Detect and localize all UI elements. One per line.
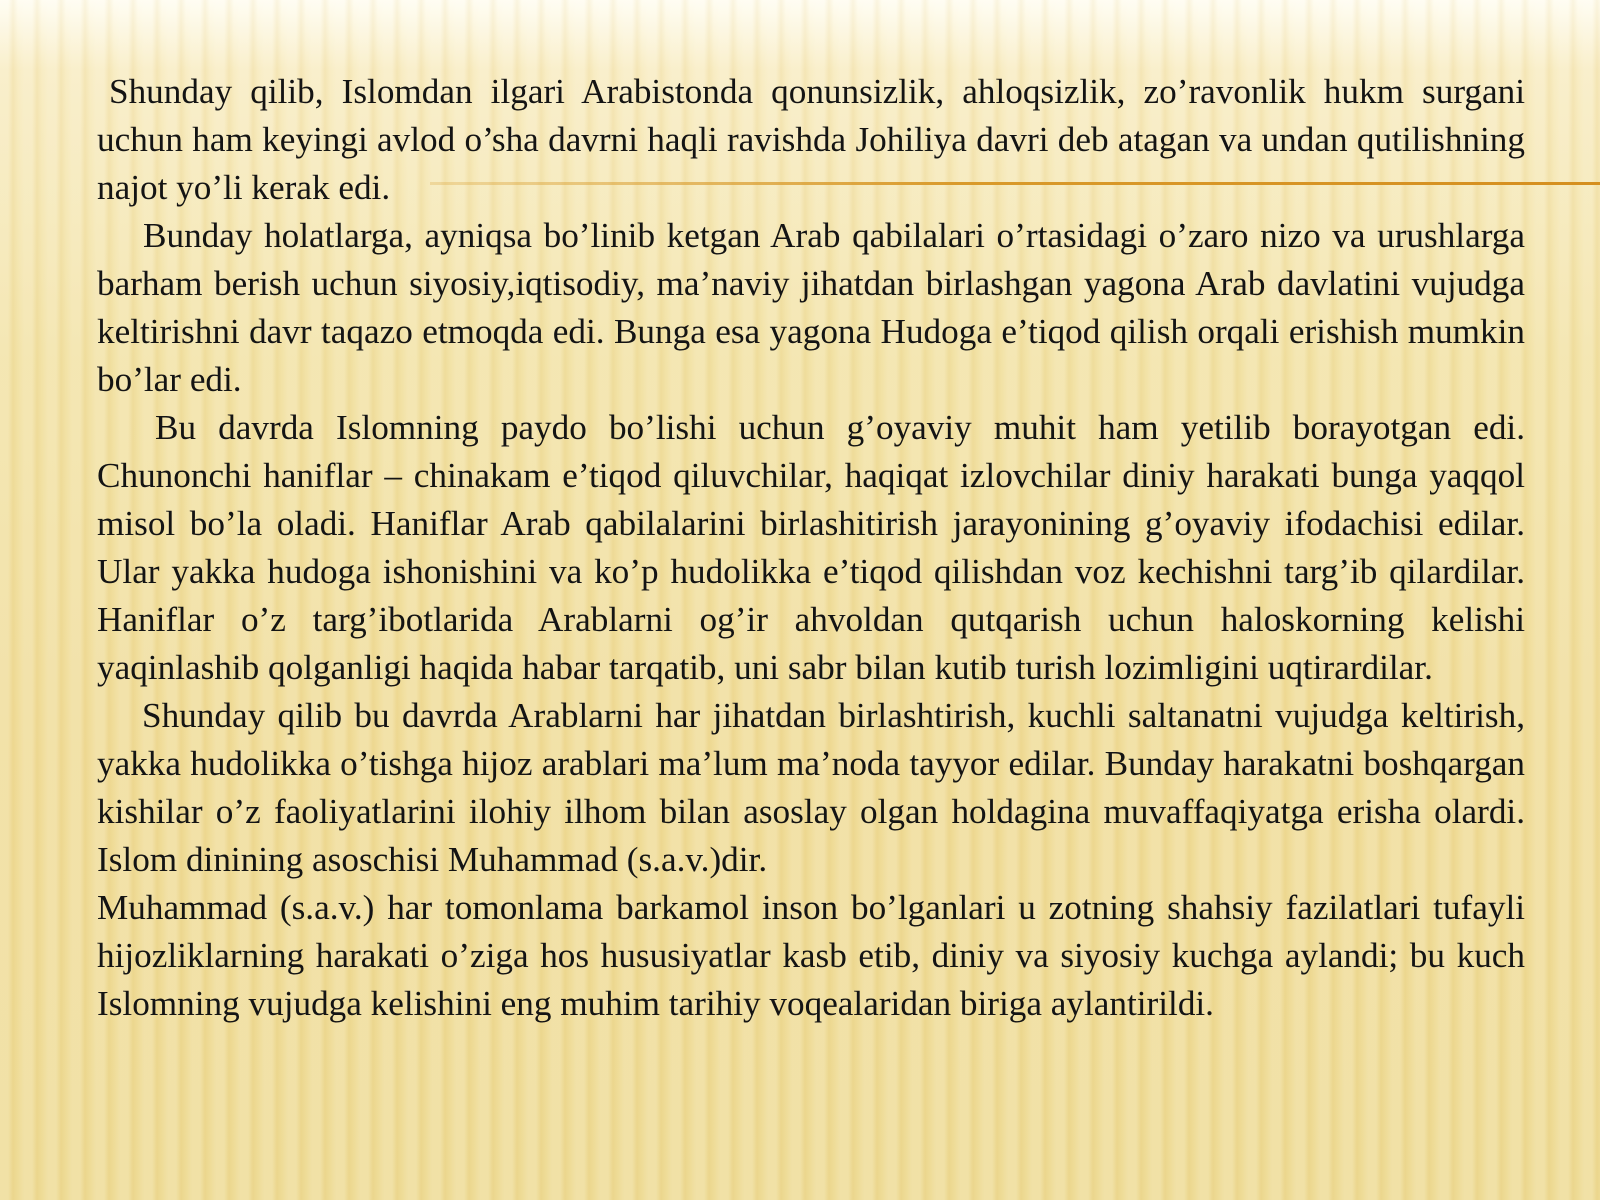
- paragraph-2: Bunday holatlarga, ayniqsa bo’linib ketgan Arab qabilalari o’rtasidagi o’zaro nizo va urushlarga barham berish uchun siyosiy,iqtisodiy, ma’naviy jihatdan birlashgan yagona Arab davlatini vujudga keltirishni davr taqazo etmoqda edi. Bunga esa yagona Hudoga e’tiqod qilish orqali erishish mumkin bo’lar edi.: [97, 216, 1525, 399]
- paragraph-5: Muhammad (s.a.v.) har tomonlama barkamol inson bo’lganlari u zotning shahsiy fazilatlari tufayli hijozliklarning harakati o’ziga hos hususiyatlar kasb etib, diniy va siyosiy kuchga aylandi; bu kuch Islomning vujudga kelishini eng muhim tarihiy voqealaridan biriga aylantirildi.: [97, 888, 1525, 1023]
- paragraph-4: Shunday qilib bu davrda Arablarni har jihatdan birlashtirish, kuchli saltanatni vujudga keltirish, yakka hudolikka o’tishga hijoz arablari ma’lum ma’noda tayyor edilar. Bunday harakatni boshqargan kishilar o’z faoliyatlarini ilohiy ilhom bilan asoslay olgan holdagina muvaffaqiyatga erisha olardi. Islom dinining asoschisi Muhammad (s.a.v.)dir.: [97, 696, 1525, 879]
- paragraph-1: Shunday qilib, Islomdan ilgari Arabistonda qonunsizlik, ahloqsizlik, zo’ravonlik hukm surgani uchun ham keyingi avlod o’sha davrni haqli ravishda Johiliya davri deb atagan va undan qutilishning najot yo’li kerak edi.: [97, 72, 1525, 207]
- paragraph-3: Bu davrda Islomning paydo bo’lishi uchun g’oyaviy muhit ham yetilib borayotgan edi. Chunonchi haniflar – chinakam e’tiqod qiluvchilar, haqiqat izlovchilar diniy harakati bunga yaqqol misol bo’la oladi. Haniflar Arab qabilalarini birlashitirish jarayonining g’oyaviy ifodachisi edilar. Ular yakka hudoga ishonishini va ko’p hudolikka e’tiqod qilishdan voz kechishni targ’ib qilardilar. Haniflar o’z targ’ibotlarida Arablarni og’ir ahvoldan qutqarish uchun haloskorning kelishi yaqinlashib qolganligi haqida habar tarqatib, uni sabr bilan kutib turish lozimligini uqtirardilar.: [97, 408, 1525, 687]
- body-text: [97, 68, 1525, 1028]
